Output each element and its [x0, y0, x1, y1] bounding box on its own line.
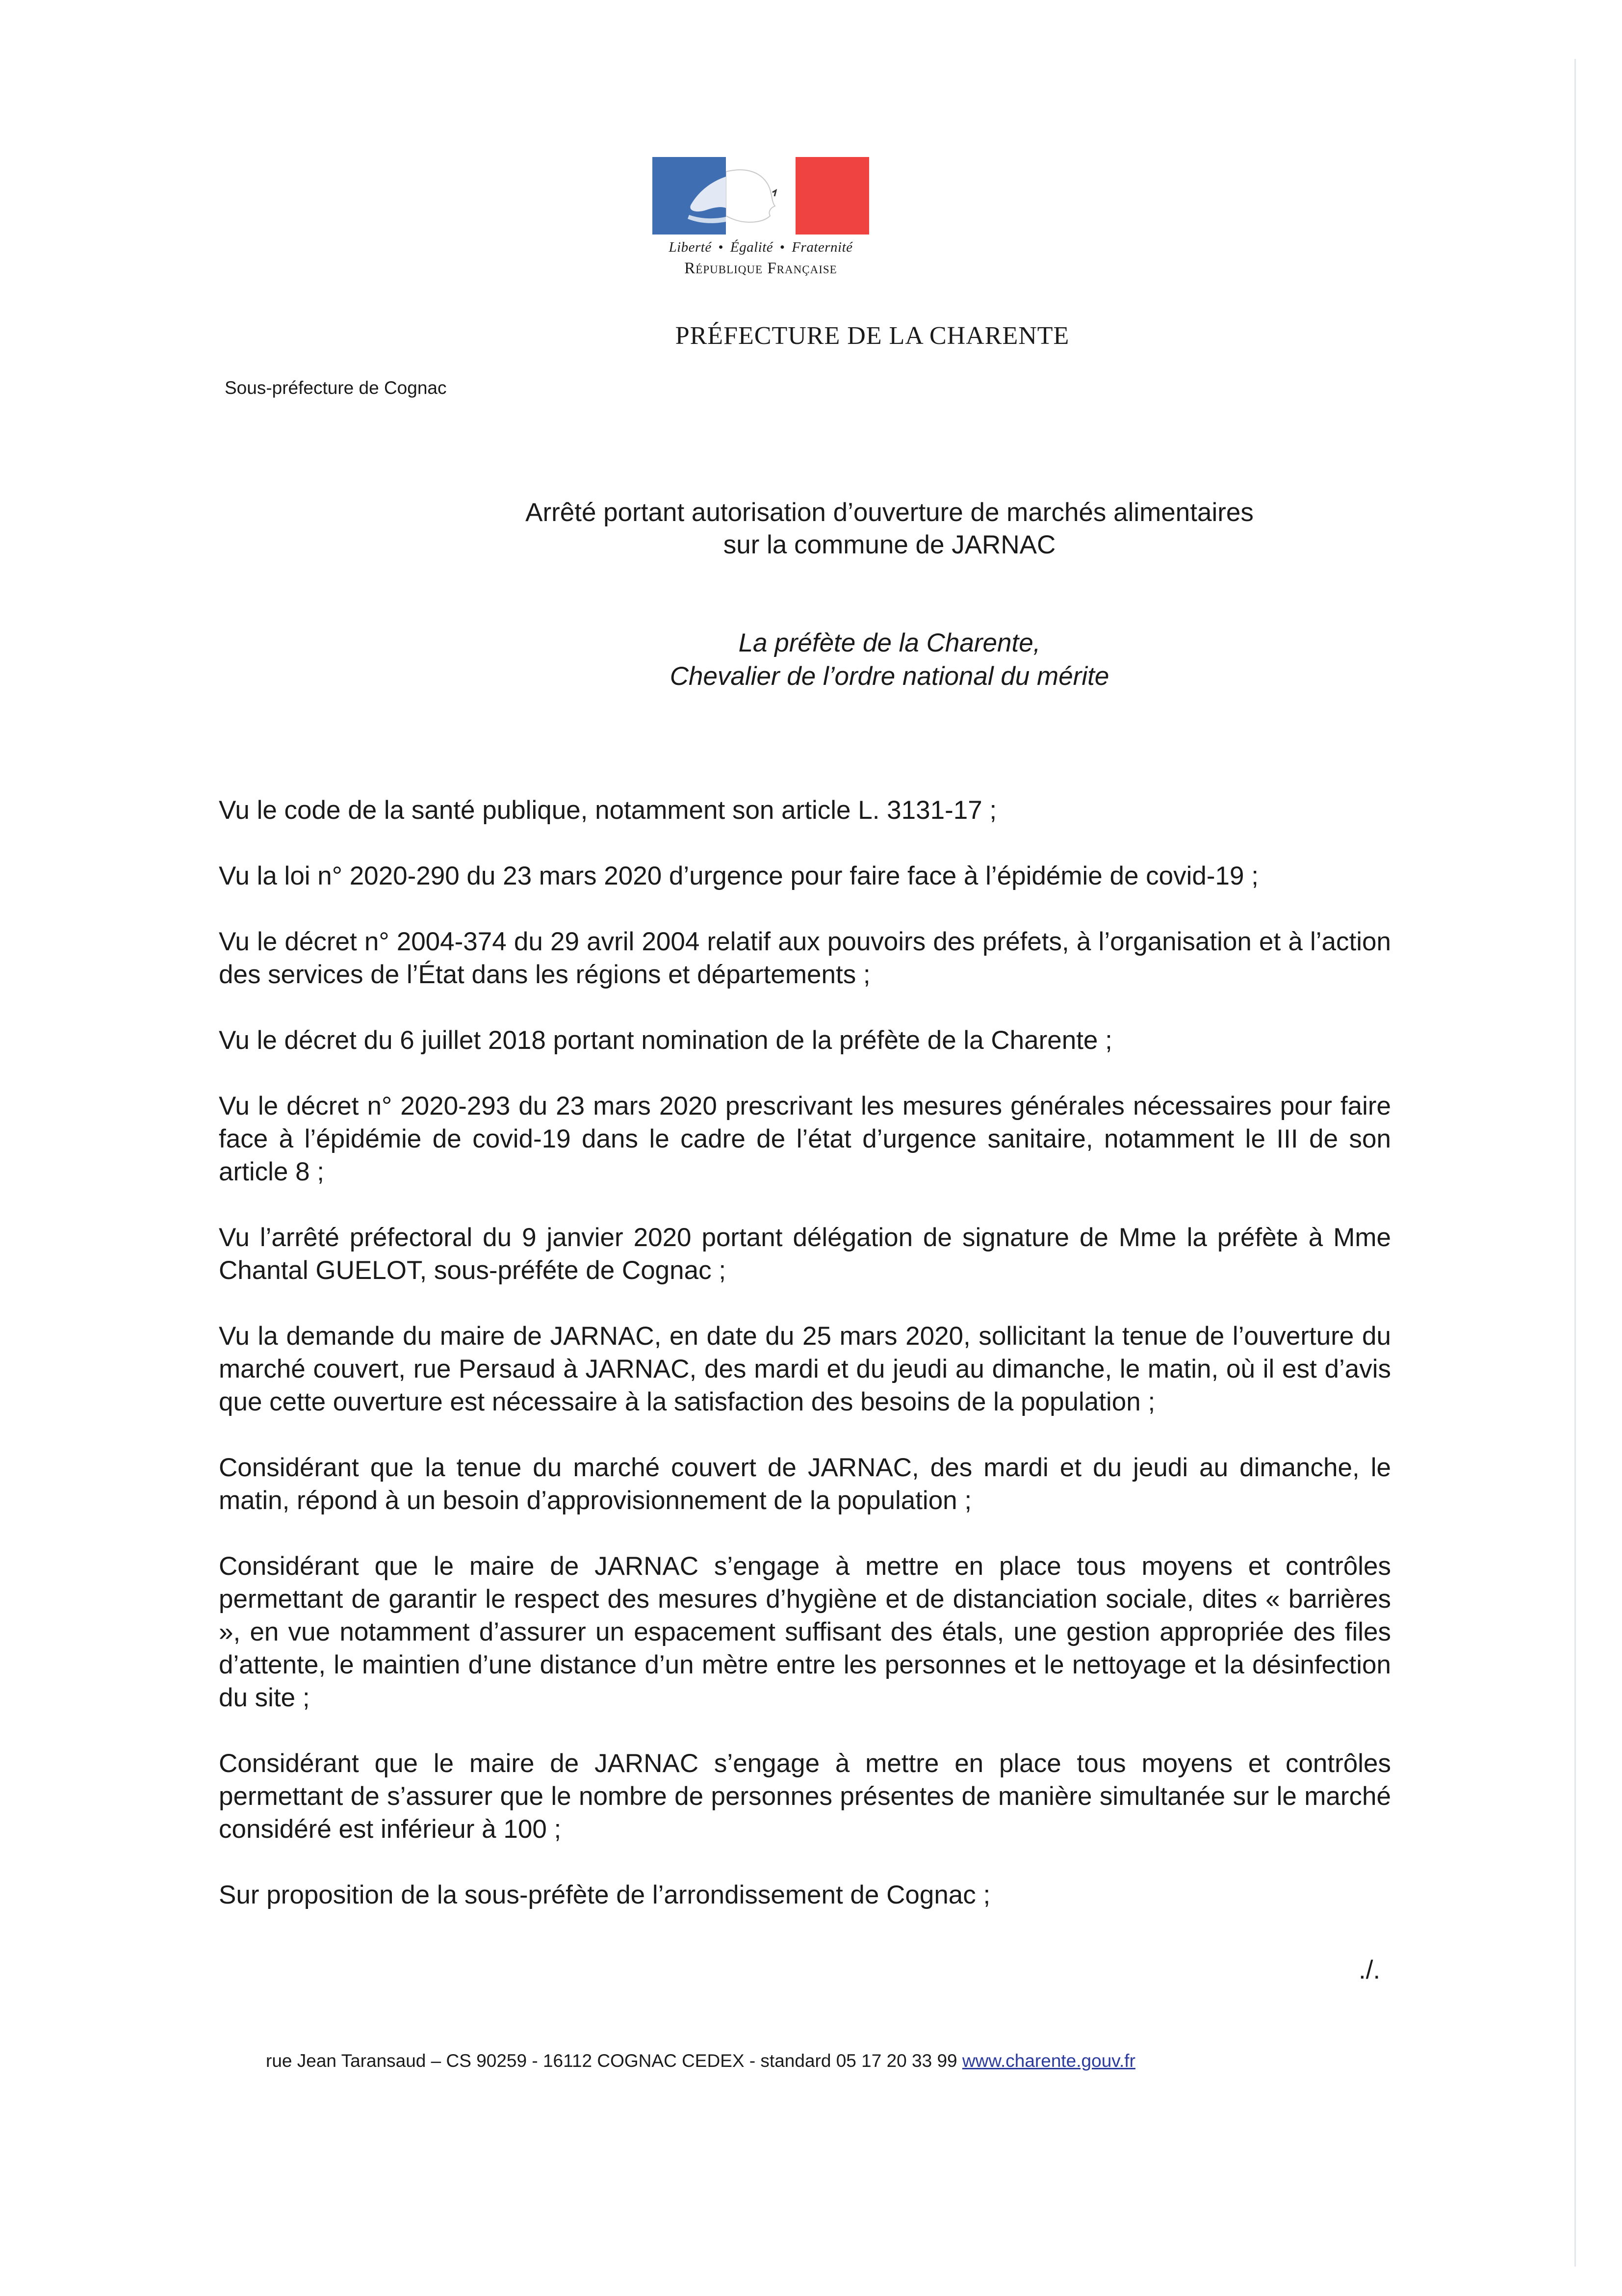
paragraph: Considérant que le maire de JARNAC s’engage à mettre en place tous moyens et contrôles permettant de s’assurer que le nombre de personnes présentes de manière simultanée sur le marché considéré est inférieur à 100 ; [219, 1749, 1391, 1844]
authority-block [0, 626, 1622, 693]
title-line-2: sur la commune de JARNAC [723, 530, 1056, 559]
flag-red-band [796, 157, 869, 235]
authority-line-2: Chevalier de l’ordre national du mérite [669, 662, 1109, 691]
motto-separator: • [779, 239, 785, 255]
motto-separator: • [718, 239, 724, 255]
marianne-profile-icon [652, 157, 726, 235]
paragraph: Vu le code de la santé publique, notamment son article L. 3131-17 ; [219, 796, 997, 825]
republic-motto [652, 239, 869, 256]
continuation-mark: ./. [1359, 1956, 1381, 1984]
marianne-logo [652, 157, 869, 278]
paragraph: Vu la loi n° 2020-290 du 23 mars 2020 d’urgence pour faire face à l’épidémie de covid-19 ; [219, 861, 1259, 890]
motto-fraternite: Fraternité [792, 239, 853, 255]
paragraph: Vu le décret n° 2020-293 du 23 mars 2020 prescrivant les mesures générales nécessaires pour faire face à l’épidémie de covid-19 dans le cadre de l’état d’urgence sanitaire, notamment le III de son article 8 ; [219, 1092, 1391, 1186]
document-title [0, 496, 1622, 561]
republic-name: République Française [684, 260, 837, 277]
motto-egalite: Égalité [730, 239, 773, 255]
paragraph: Vu l’arrêté préfectoral du 9 janvier 2020 portant délégation de signature de Mme la préfète à Mme Chantal GUELOT, sous-préféte de Cognac ; [219, 1223, 1391, 1285]
prefecture-heading: PRÉFECTURE DE LA CHARENTE [675, 322, 1070, 350]
document-body [219, 794, 1391, 1944]
flag-white-band [726, 157, 796, 235]
paragraph: Sur proposition de la sous-préfète de l’arrondissement de Cognac ; [219, 1880, 991, 1909]
paragraph: Vu le décret du 6 juillet 2018 portant nomination de la préfète de la Charente ; [219, 1026, 1112, 1055]
paragraph: Considérant que le maire de JARNAC s’engage à mettre en place tous moyens et contrôles permettant de garantir le respect des mesures d’hygiène et de distanciation sociale, dites « barrières », en vue notamment d’assurer un espacement suffisant des étals, une gestion appropriée des files d’attente, le maintien d’une distance d’un mètre entre les personnes et le nettoyage et la désinfection du site ; [219, 1552, 1391, 1712]
tricolor-flag [652, 157, 869, 235]
title-line-1: Arrêté portant autorisation d’ouverture de marchés alimentaires [525, 498, 1254, 527]
paragraph: Considérant que la tenue du marché couvert de JARNAC, des mardi et du jeudi au dimanche, le matin, répond à un besoin d’approvisionnement de la population ; [219, 1453, 1391, 1515]
sous-prefecture-label: Sous-préfecture de Cognac [225, 378, 447, 398]
authority-line-1: La préfète de la Charente, [738, 628, 1041, 657]
page-footer [266, 2051, 1135, 2071]
motto-liberte: Liberté [669, 239, 712, 255]
paragraph: Vu le décret n° 2004-374 du 29 avril 2004 relatif aux pouvoirs des préfets, à l’organisation et à l’action des services de l’État dans les régions et départements ; [219, 927, 1391, 989]
footer-address: rue Jean Taransaud – CS 90259 - 16112 COGNAC CEDEX - standard 05 17 20 33 99 [266, 2051, 962, 2071]
flag-blue-band [652, 157, 726, 235]
paragraph: Vu la demande du maire de JARNAC, en date du 25 mars 2020, sollicitant la tenue de l’ouverture du marché couvert, rue Persaud à JARNAC, des mardi et du jeudi au dimanche, le matin, où il est d’avis que cette ouverture est nécessaire à la satisfaction des besoins de la population ; [219, 1322, 1391, 1416]
website-link[interactable]: www.charente.gouv.fr [962, 2051, 1135, 2071]
page-edge-line [1574, 59, 1576, 2267]
